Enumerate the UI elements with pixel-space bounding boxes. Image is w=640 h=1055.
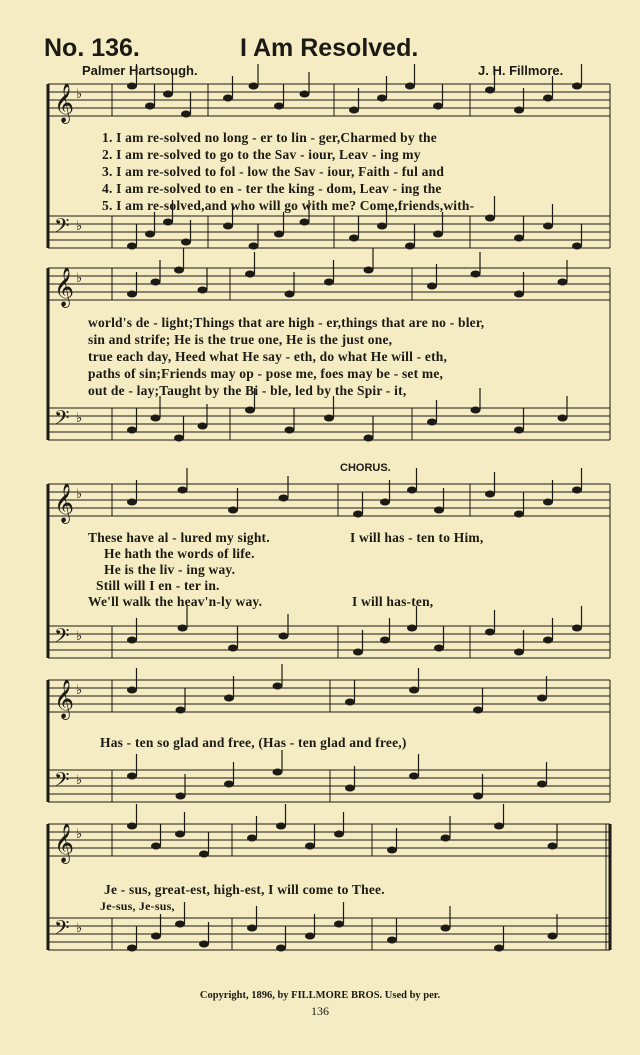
note-head <box>273 683 283 690</box>
note-head <box>407 625 417 632</box>
note-head <box>198 287 208 294</box>
note-head <box>377 223 387 230</box>
note-head <box>405 83 415 90</box>
note-head <box>127 243 137 250</box>
note-head <box>145 103 155 110</box>
note-head <box>543 95 553 102</box>
chorus-line-1: I will has - ten to Him, <box>350 530 484 545</box>
flat-sign: ♭ <box>76 683 83 698</box>
note-head <box>494 945 504 952</box>
note-head <box>441 835 451 842</box>
bass-clef: 𝄢 <box>54 624 70 652</box>
note-head <box>572 83 582 90</box>
verse-4-line-1: 4. I am re-solved to en - ter the king - dom, Leav - ing the <box>102 181 442 196</box>
note-head <box>407 487 417 494</box>
note-head <box>473 707 483 714</box>
note-head <box>324 415 334 422</box>
note-head <box>409 687 419 694</box>
note-head <box>364 267 374 274</box>
note-head <box>548 843 558 850</box>
note-head <box>127 773 137 780</box>
chorus-line-1-bass: I will has-ten, <box>352 594 434 609</box>
note-head <box>485 491 495 498</box>
note-head <box>178 487 188 494</box>
note-head <box>224 781 234 788</box>
note-head <box>324 279 334 286</box>
chorus-label: CHORUS. <box>340 462 391 474</box>
note-head <box>223 95 233 102</box>
note-head <box>543 637 553 644</box>
note-head <box>409 773 419 780</box>
note-head <box>224 695 234 702</box>
note-head <box>176 707 186 714</box>
note-head <box>364 435 374 442</box>
flat-sign: ♭ <box>76 629 83 644</box>
note-head <box>300 91 310 98</box>
copyright-notice: Copyright, 1896, by FILLMORE BROS. Used by per. <box>199 990 441 1001</box>
flat-sign: ♭ <box>76 219 83 234</box>
note-head <box>305 843 315 850</box>
note-head <box>349 235 359 242</box>
note-head <box>228 645 238 652</box>
note-head <box>471 407 481 414</box>
flat-sign: ♭ <box>76 487 83 502</box>
bass-clef: 𝄢 <box>54 768 70 796</box>
note-head <box>473 793 483 800</box>
note-head <box>145 231 155 238</box>
treble-clef: 𝄞 <box>54 267 75 307</box>
note-head <box>279 633 289 640</box>
note-head <box>514 235 524 242</box>
note-head <box>300 219 310 226</box>
note-head <box>387 937 397 944</box>
verse-1-line-2: world's de - light;Things that are high - er,things that are no - bler, <box>88 315 485 330</box>
note-head <box>558 279 568 286</box>
lyricist-credit: Palmer Hartsough. <box>82 63 198 78</box>
note-head <box>334 921 344 928</box>
verse-4-line-2: paths of sin;Friends may op - pose me, foes may be - set me, <box>88 366 444 381</box>
bass-clef: 𝄢 <box>54 406 70 434</box>
note-head <box>127 427 137 434</box>
treble-clef: 𝄞 <box>54 679 75 719</box>
verse-1-line-3: These have al - lured my sight. <box>88 530 270 545</box>
note-head <box>245 407 255 414</box>
note-head <box>285 291 295 298</box>
note-head <box>273 769 283 776</box>
note-head <box>485 87 495 94</box>
note-head <box>427 419 437 426</box>
hymn-number: No. 136. <box>44 34 140 62</box>
verse-3-line-2: true each day, Heed what He say - eth, do what He will - eth, <box>88 349 448 364</box>
note-head <box>514 107 524 114</box>
note-head <box>127 291 137 298</box>
flat-sign: ♭ <box>76 87 83 102</box>
verse-2-line-2: sin and strife; He is the true one, He is the just one, <box>88 332 393 347</box>
flat-sign: ♭ <box>76 773 83 788</box>
chorus-line-3-bass: Je-sus, Je-sus, <box>100 899 175 913</box>
note-head <box>274 103 284 110</box>
treble-clef: 𝄞 <box>54 483 75 523</box>
note-head <box>174 267 184 274</box>
verse-3-line-3: He is the liv - ing way. <box>104 562 236 577</box>
note-head <box>405 243 415 250</box>
note-head <box>377 95 387 102</box>
note-head <box>163 91 173 98</box>
note-head <box>198 423 208 430</box>
note-head <box>349 107 359 114</box>
note-head <box>543 223 553 230</box>
note-head <box>514 511 524 518</box>
note-head <box>514 649 524 656</box>
note-head <box>199 851 209 858</box>
note-head <box>285 427 295 434</box>
note-head <box>249 83 259 90</box>
note-head <box>176 793 186 800</box>
note-head <box>353 649 363 656</box>
page-number: 136 <box>311 1004 329 1018</box>
note-head <box>247 835 257 842</box>
note-head <box>433 103 443 110</box>
note-head <box>199 941 209 948</box>
note-head <box>433 231 443 238</box>
treble-clef: 𝄞 <box>54 823 75 863</box>
verse-1-line-1: 1. I am re-solved no long - er to lin - ger,Charmed by the <box>102 130 437 145</box>
note-head <box>514 291 524 298</box>
note-head <box>274 231 284 238</box>
note-head <box>181 239 191 246</box>
note-head <box>434 507 444 514</box>
flat-sign: ♭ <box>76 921 83 936</box>
note-head <box>572 625 582 632</box>
note-head <box>380 499 390 506</box>
note-head <box>334 831 344 838</box>
note-head <box>163 219 173 226</box>
verse-2-line-3: He hath the words of life. <box>104 546 255 561</box>
note-head <box>276 945 286 952</box>
note-head <box>223 223 233 230</box>
note-head <box>127 687 137 694</box>
verse-4-line-3: Still will I en - ter in. <box>96 578 220 593</box>
note-head <box>345 699 355 706</box>
bass-clef: 𝄢 <box>54 214 70 242</box>
note-head <box>572 243 582 250</box>
note-head <box>127 637 137 644</box>
note-head <box>485 629 495 636</box>
note-head <box>151 415 161 422</box>
note-head <box>151 279 161 286</box>
flat-sign: ♭ <box>76 271 83 286</box>
note-head <box>427 283 437 290</box>
note-head <box>558 415 568 422</box>
note-head <box>572 487 582 494</box>
note-head <box>548 933 558 940</box>
note-head <box>228 507 238 514</box>
flat-sign: ♭ <box>76 827 83 842</box>
note-head <box>471 271 481 278</box>
bass-clef: 𝄢 <box>54 916 70 944</box>
note-head <box>543 499 553 506</box>
note-head <box>249 243 259 250</box>
note-head <box>127 945 137 952</box>
note-head <box>151 933 161 940</box>
note-head <box>247 925 257 932</box>
note-head <box>494 823 504 830</box>
note-head <box>174 435 184 442</box>
note-head <box>345 785 355 792</box>
note-head <box>245 271 255 278</box>
note-head <box>178 625 188 632</box>
verse-5-line-2: out de - lay;Taught by the Bi - ble, led by the Spir - it, <box>88 383 407 398</box>
flat-sign: ♭ <box>76 411 83 426</box>
note-head <box>127 823 137 830</box>
verse-3-line-1: 3. I am re-solved to fol - low the Sav - iour, Faith - ful and <box>102 164 445 179</box>
note-head <box>514 427 524 434</box>
note-head <box>380 637 390 644</box>
note-head <box>181 111 191 118</box>
chorus-line-2: Has - ten so glad and free, (Has - ten glad and free,) <box>100 735 407 750</box>
verse-5-line-3: We'll walk the heav'n-ly way. <box>88 594 263 609</box>
note-head <box>537 695 547 702</box>
note-head <box>276 823 286 830</box>
hymn-title: I Am Resolved. <box>240 34 419 62</box>
note-head <box>151 843 161 850</box>
note-head <box>537 781 547 788</box>
note-head <box>127 83 137 90</box>
treble-clef: 𝄞 <box>54 83 75 123</box>
note-head <box>441 925 451 932</box>
note-head <box>127 499 137 506</box>
chorus-line-3: Je - sus, great-est, high-est, I will come to Thee. <box>104 882 385 897</box>
note-head <box>434 645 444 652</box>
note-head <box>279 495 289 502</box>
note-head <box>175 831 185 838</box>
composer-credit: J. H. Fillmore. <box>478 63 564 78</box>
note-head <box>175 921 185 928</box>
note-head <box>305 933 315 940</box>
note-head <box>485 215 495 222</box>
note-head <box>353 511 363 518</box>
note-head <box>387 847 397 854</box>
verse-5-line-1: 5. I am re-solved,and who will go with me? Come,friends,with- <box>102 198 475 213</box>
clefs <box>54 83 82 944</box>
verse-2-line-1: 2. I am re-solved to go to the Sav - iour, Leav - ing my <box>102 147 421 162</box>
